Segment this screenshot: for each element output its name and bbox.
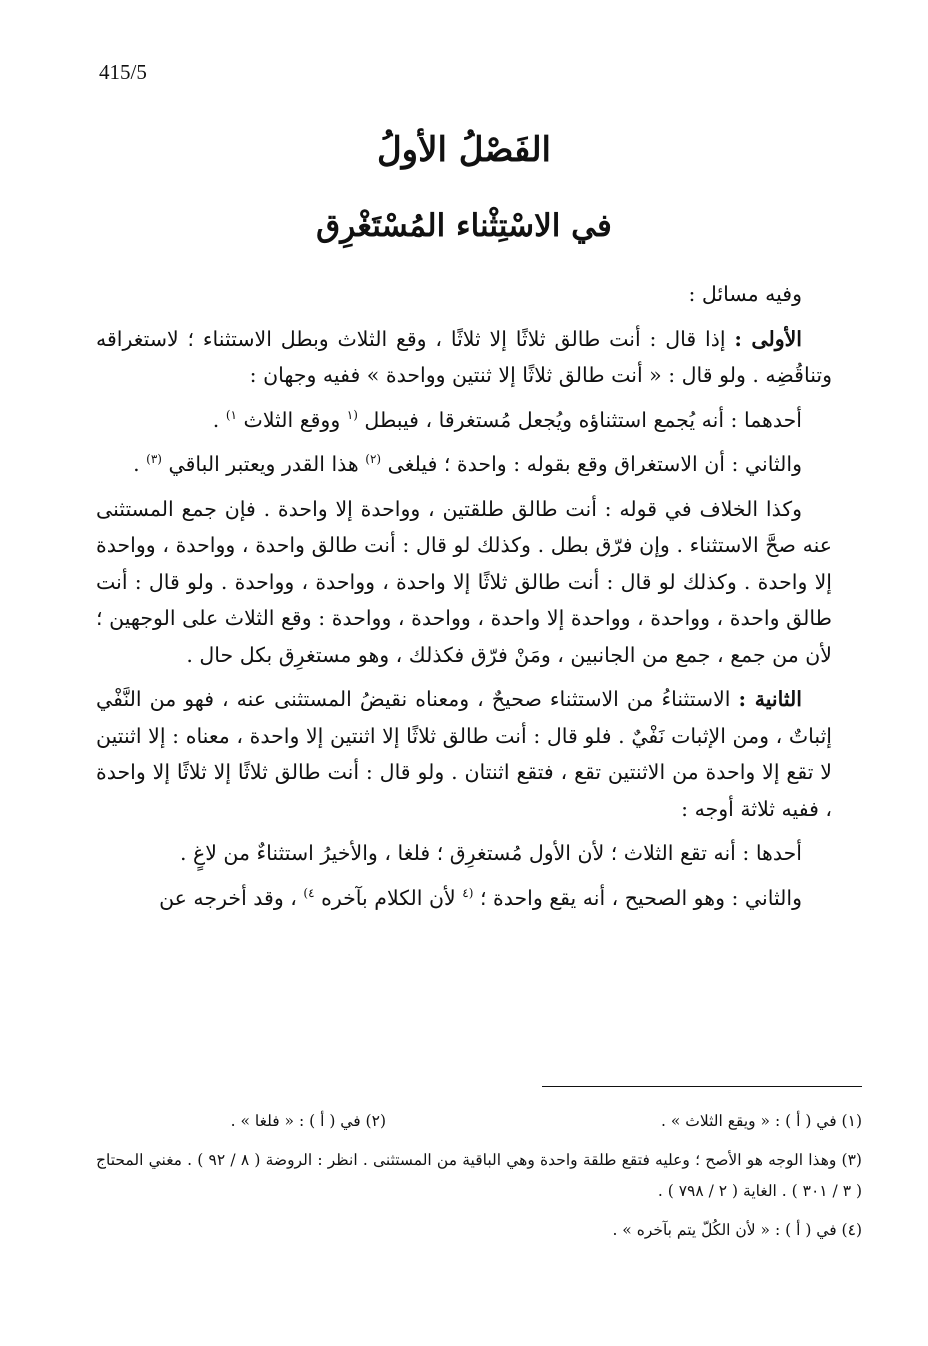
chapter-subtitle: في الاسْتِثْناء المُسْتَغْرِق [316, 208, 612, 244]
footnote-divider [542, 1086, 862, 1087]
view-2-end: . [133, 452, 140, 476]
aspect-2-text-b: لأن الكلام بآخره [321, 885, 456, 910]
issue-2-lead: الثانية : [738, 687, 802, 711]
chapter-heading [0, 122, 928, 254]
view-2-text-b: هذا القدر ويعتبر الباقي [168, 452, 359, 476]
view-2-text-a: والثاني : أن الاستغراق وقع بقوله : واحدة ؛ فيلغى [387, 452, 802, 476]
intro-paragraph: وفيه مسائل : [688, 282, 802, 306]
footnote-4: (٤) في ( أ ) : « لأن الكُلّ يتم بآخره » . [612, 1221, 862, 1239]
disagreement-paragraph: وكذا الخلاف في قوله : أنت طالق طلقتين ، وواحدة إلا واحدة . فإن جمع المستثنى عنه صحَّ الاستثناء . وإن فرّق بطل . وكذلك لو قال : أنت طالق واحدة ، وواحدة ، وواحدة إلا واحدة . وكذلك لو قال : أنت طالق ثلاثًا إلا واحدة ، وواحدة ، وواحدة . ولو قال : أنت طالق واحدة ، وواحدة ، وواحدة إلا واحدة ، وواحدة ، وواحدة : وقع الثلاث على الوجهين ؛ لأن من جمع ، جمع من الجانبين ، ومَنْ فرّق فكذلك ، وهو مستغرِق بكل حال . [96, 496, 832, 667]
issue-1-text: إذا قال : أنت طالق ثلاثًا إلا ثلاثًا ، وقع الثلاث وبطل الاستثناء ؛ لاستغراقه وتناقُضِه . ولو قال : « أنت طالق ثلاثًا إلا ثنتين وواحدة » ففيه وجهان : [96, 326, 832, 387]
view-1-end: . [212, 407, 220, 432]
view-1-text-b: ووقع الثلاث [243, 407, 341, 432]
footnote-row-1-2 [96, 1106, 862, 1137]
issue-1-paragraph [96, 321, 832, 394]
footnote-ref-4-close: ٤) [303, 885, 315, 900]
page-number: 415/5 [99, 60, 147, 84]
issue-2-text: الاستثناءُ من الاستثناء صحيحٌ ، ومعناه نقيضُ المستثنى عنه ، فهو من النَّفْي إثباتٌ ، ومن الإثبات نَفْيٌ . فلو قال : أنت طالق ثلاثًا إلا اثنتين إلا واحدة ، معناه : إلا اثنتين لا تقع إلا واحدة من الاثنتين تقع ، فتقع اثنتان . ولو قال : أنت طالق ثلاثًا إلا ثلاثًا إلا واحدة ، ففيه ثلاثة أوجه : [96, 687, 832, 821]
aspect-2-text-a: والثاني : وهو الصحيح ، أنه يقع واحدة ؛ [479, 885, 802, 910]
footnote-ref-2: (٢) [365, 452, 382, 467]
view-1-paragraph [96, 402, 832, 439]
footnote-ref-1-open: (١ [346, 407, 358, 422]
issue-2-paragraph [96, 681, 832, 827]
footnote-3: (٣) وهذا الوجه هو الأصح ؛ وعليه فتقع طلقة واحدة وهي الباقية من المستثنى . انظر : الروضة ( ٨ / ٩٢ ) . مغني المحتاج ( ٣ / ٣٠١ ) . الغاية ( ٢ / ٧٩٨ ) . [96, 1151, 862, 1200]
footnote-ref-3: (٣) [146, 452, 162, 467]
aspect-1-paragraph: أحدها : أنه تقع الثلاث ؛ لأن الأول مُستغرِق ؛ فلغا ، والأخيرُ استثناءٌ من لاغٍ . [179, 841, 802, 865]
footnote-ref-4-open: (٤ [462, 885, 474, 900]
view-1-text-a: أحدهما : أنه يُجمع استثناؤه ويُجعل مُستغرقا ، فيبطل [364, 407, 802, 432]
footnote-ref-1-close: ١) [225, 407, 237, 422]
issue-1-lead: الأولى : [734, 326, 802, 351]
footnotes [96, 1106, 862, 1254]
footnote-2: (٢) في ( أ ) : « فلغا » . [230, 1112, 386, 1130]
chapter-title: الفَصْلُ الأولُ [376, 130, 552, 170]
body-text [96, 276, 832, 924]
footnote-1: (١) في ( أ ) : « ويقع الثلاث » . [661, 1112, 862, 1130]
aspect-2-paragraph [96, 880, 832, 917]
aspect-2-text-c: ، وقد أخرجه عن [159, 885, 297, 910]
view-2-paragraph [96, 446, 832, 483]
